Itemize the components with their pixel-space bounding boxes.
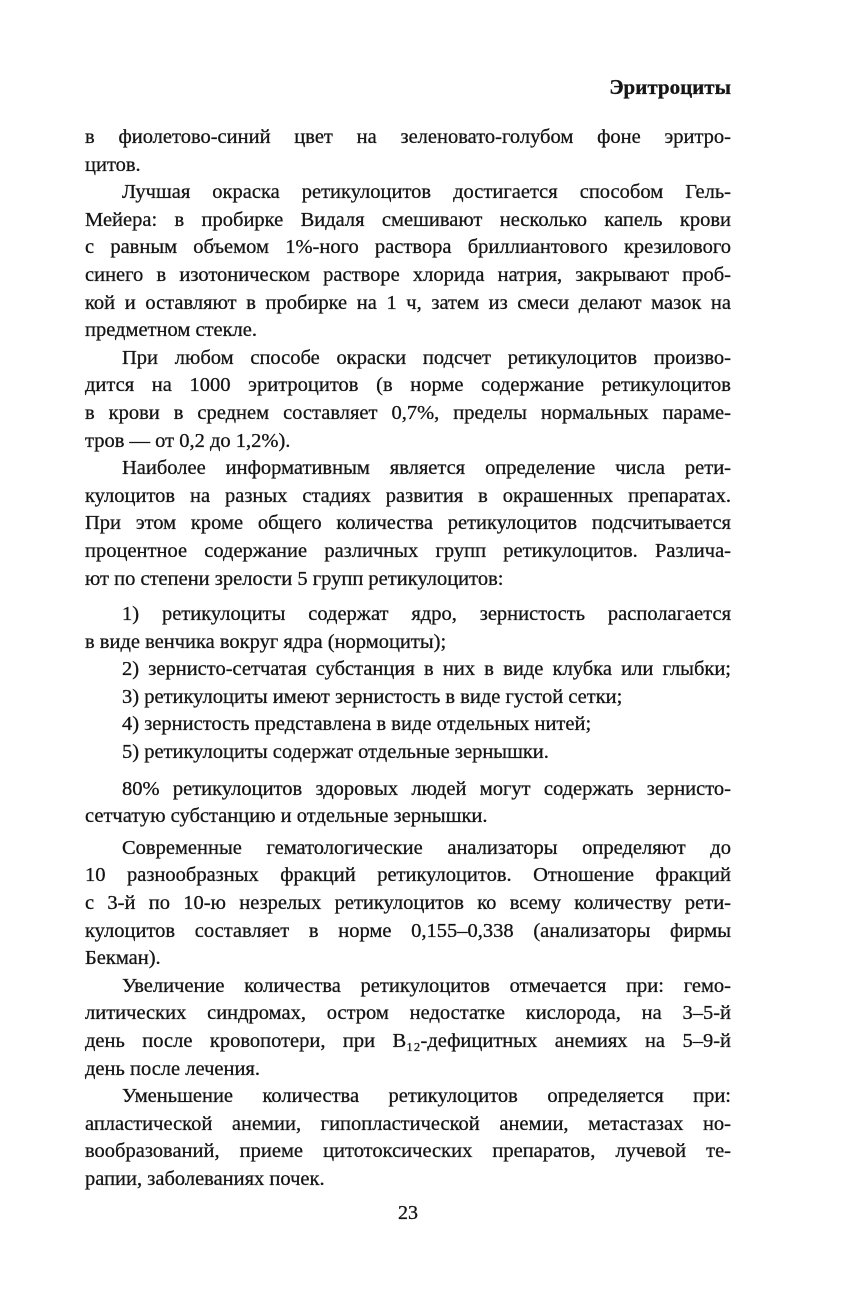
- text-line: апластической анемии, гипопластической анемии, метастазах но-: [85, 1112, 731, 1135]
- paragraph: [85, 124, 731, 179]
- page-number: 23: [398, 1202, 418, 1224]
- text-line: рапии, заболеваниях почек.: [85, 1167, 325, 1190]
- text-line: 80% ретикулоцитов здоровых людей могут содержать зернисто-: [122, 777, 731, 800]
- text-line: синего в изотоническом растворе хлорида натрия, закрывают проб-: [85, 263, 731, 286]
- list-item: [85, 601, 731, 656]
- text-line: предметном стекле.: [85, 319, 258, 342]
- text-line: 10 разнообразных фракций ретикулоцитов. Отношение фракций: [85, 864, 731, 887]
- text-line: тров — от 0,2 до 1,2%).: [85, 429, 291, 452]
- paragraph: [85, 179, 731, 345]
- list-item: [85, 656, 731, 684]
- paragraph: [85, 1083, 731, 1193]
- text-line: При этом кроме общего количества ретикулоцитов подсчитывается: [85, 512, 731, 535]
- list-item: [85, 684, 731, 712]
- text-line: кулоцитов на разных стадиях развития в окрашенных препаратах.: [85, 484, 731, 507]
- text-line: ют по степени зрелости 5 групп ретикулоцитов:: [85, 567, 504, 590]
- paragraph: [85, 973, 731, 1083]
- text-line: в фиолетово-синий цвет на зеленовато-голубом фоне эритро-: [85, 126, 731, 148]
- paragraph: [85, 345, 731, 455]
- text-line: с 3-й по 10-ю незрелых ретикулоцитов ко всему количеству рети-: [85, 892, 731, 915]
- text-line: Современные гематологические анализаторы определяют до: [122, 836, 731, 859]
- list-item: [85, 739, 731, 767]
- text-line: Мейера: в пробирке Видаля смешивают несколько капель крови: [85, 208, 731, 231]
- paragraph: [85, 835, 731, 973]
- text-line: кой и оставляют в пробирке на 1 ч, затем из смеси делают мазок на: [85, 291, 731, 314]
- text-line: При любом способе окраски подсчет ретикулоцитов произво-: [122, 346, 731, 369]
- text-line: дится на 1000 эритроцитов (в норме содержание ретикулоцитов: [85, 374, 731, 397]
- page-body: [85, 124, 731, 1194]
- paragraph: [85, 455, 731, 593]
- text-line: Бекман).: [85, 947, 161, 970]
- running-header: Эритроциты: [609, 75, 731, 99]
- list-item-line: 1) ретикулоциты содержат ядро, зернистость располагается: [122, 603, 731, 626]
- text-line: сетчатую субстанцию и отдельные зернышки.: [85, 805, 488, 828]
- list-item-line: в виде венчика вокруг ядра (нормоциты);: [85, 630, 447, 653]
- text-line: литических синдромах, остром недостатке кислорода, на 3–5-й: [85, 1002, 731, 1025]
- text-line: Уменьшение количества ретикулоцитов определяется при:: [122, 1085, 731, 1108]
- text-line: день после кровопотери, при В₁₂-дефицитных анемиях на 5–9-й: [85, 1030, 731, 1052]
- list-item-line: 5) ретикулоциты содержат отдельные зернышки.: [122, 741, 549, 764]
- text-line: вообразований, приеме цитотоксических препаратов, лучевой те-: [85, 1140, 731, 1163]
- text-line: в крови в среднем составляет 0,7%, пределы нормальных параме-: [85, 401, 731, 424]
- text-line: Лучшая окраска ретикулоцитов достигается способом Гель-: [122, 181, 731, 204]
- list-item-line: 4) зернистость представлена в виде отдельных нитей;: [122, 713, 592, 736]
- text-line: день после лечения.: [85, 1057, 260, 1080]
- text-line: с равным объемом 1%-ного раствора бриллиантового крезилового: [85, 236, 731, 259]
- text-line: Наиболее информативным является определение числа рети-: [122, 457, 731, 480]
- list-item: [85, 711, 731, 739]
- paragraph: [85, 776, 731, 831]
- text-line: процентное содержание различных групп ретикулоцитов. Различа-: [85, 539, 731, 562]
- text-line: цитов.: [85, 153, 141, 176]
- text-line: Увеличение количества ретикулоцитов отмечается при: гемо-: [122, 974, 731, 997]
- list-item-line: 3) ретикулоциты имеют зернистость в виде густой сетки;: [122, 685, 623, 708]
- list-item-line: 2) зернисто-сетчатая субстанция в них в виде клубка или глыбки;: [122, 658, 731, 681]
- text-line: кулоцитов составляет в норме 0,155–0,338 (анализаторы фирмы: [85, 919, 731, 942]
